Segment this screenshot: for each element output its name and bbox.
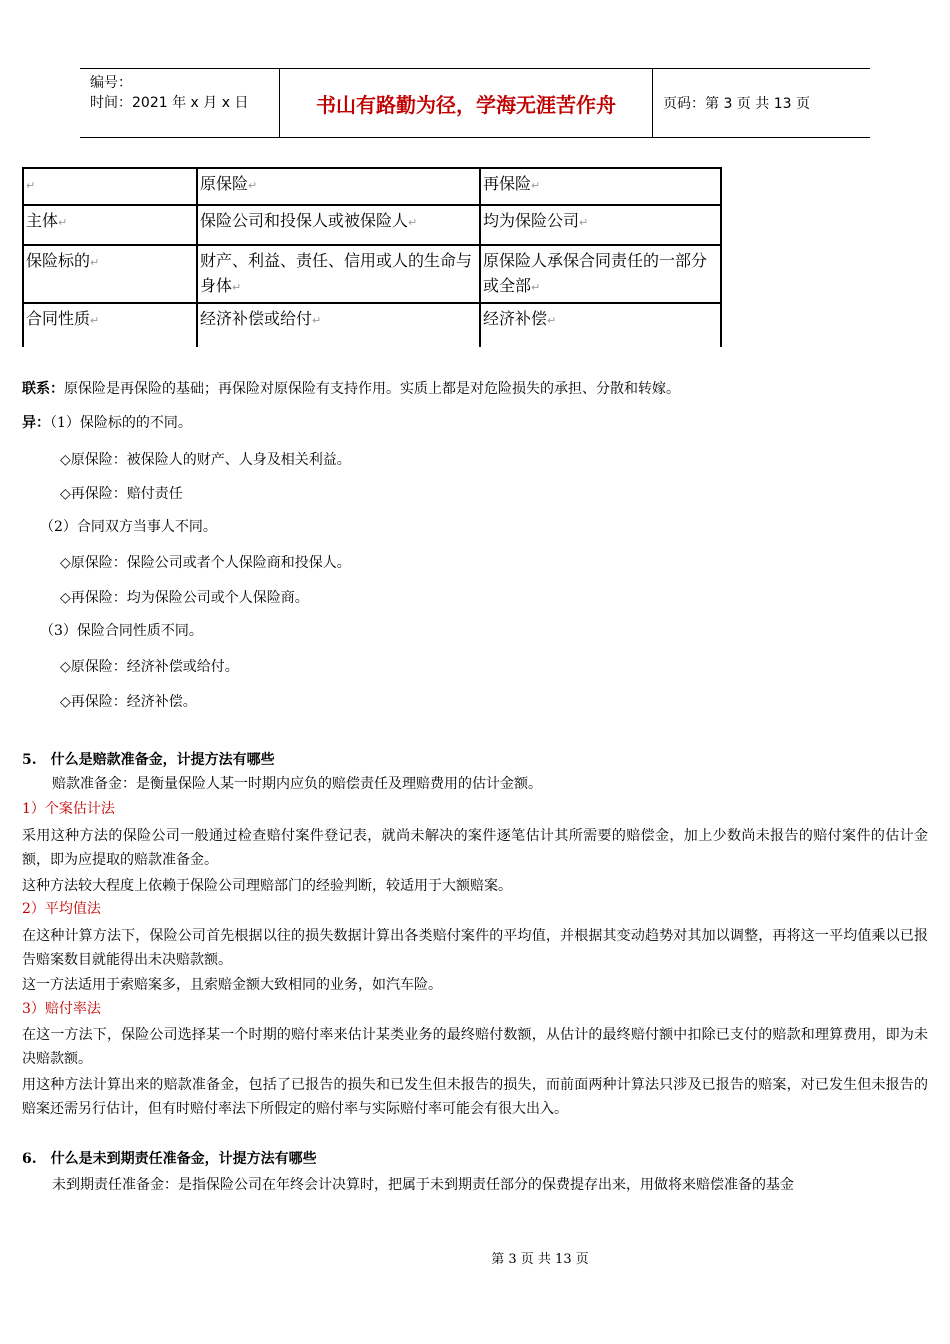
section-6-heading xyxy=(22,1150,317,1168)
section-5-number: 5. xyxy=(22,752,37,768)
difference-item-3-b: ◇再保险：经济补偿。 xyxy=(60,694,197,710)
table-cell: 原保险人承保合同责任的一部分或全部↵ xyxy=(480,245,721,303)
difference-item-3: （3）保险合同性质不同。 xyxy=(40,623,203,639)
relation-paragraph xyxy=(22,380,680,398)
table-header-row xyxy=(23,168,721,205)
table-cell: 保险标的↵ xyxy=(23,245,197,303)
section-6-number: 6. xyxy=(22,1151,37,1167)
table-cell: 合同性质↵ xyxy=(23,303,197,347)
table-row xyxy=(23,205,721,245)
table-cell: 主体↵ xyxy=(23,205,197,245)
difference-label: 异： xyxy=(22,415,50,431)
difference-item-2-a: ◇原保险：保险公司或者个人保险商和投保人。 xyxy=(60,555,351,571)
relation-text: 原保险是再保险的基础；再保险对原保险有支持作用。实质上都是对危险损失的承担、分散和转嫁。 xyxy=(64,381,680,397)
method-1-paragraph-2: 这种方法较大程度上依赖于保险公司理赔部门的经验判断，较适用于大额赔案。 xyxy=(22,878,512,894)
difference-item-3-a: ◇原保险：经济补偿或给付。 xyxy=(60,659,239,675)
difference-item-2: （2）合同双方当事人不同。 xyxy=(40,519,217,535)
relation-label: 联系： xyxy=(22,381,64,397)
method-1-paragraph-1: 采用这种方法的保险公司一般通过检查赔付案件登记表，就尚未解决的案件逐笔估计其所需要的赔偿金，加上少数尚未报告的赔付案件的估计金额，即为应提取的赔款准备金。 xyxy=(22,828,928,868)
header-motto: 书山有路勤为径，学海无涯苦作舟 xyxy=(280,69,653,137)
difference-item-2-b: ◇再保险：均为保险公司或个人保险商。 xyxy=(60,590,309,606)
page-header xyxy=(80,68,870,138)
difference-item-1: （1）保险标的的不同。 xyxy=(50,415,192,431)
table-cell: 经济补偿↵ xyxy=(480,303,721,347)
header-time: 时间：2021 年 x 月 x 日 xyxy=(90,95,249,111)
section-5-title: 什么是赔款准备金，计提方法有哪些 xyxy=(50,752,275,768)
table-cell: 财产、利益、责任、信用或人的生命与身体↵ xyxy=(197,245,480,303)
section-5-definition: 赔款准备金：是衡量保险人某一时期内应负的赔偿责任及理赔费用的估计金额。 xyxy=(52,776,542,792)
difference-item-1-a: ◇原保险：被保险人的财产、人身及相关利益。 xyxy=(60,452,351,468)
difference-item-1-b: ◇再保险：赔付责任 xyxy=(60,486,183,502)
method-3-paragraph-1: 在这一方法下，保险公司选择某一个时期的赔付率来估计某类业务的最终赔付数额，从估计的最终赔付额中扣除已支付的赔款和理算费用，即为未决赔款额。 xyxy=(22,1027,928,1067)
comparison-table xyxy=(22,167,722,347)
section-6-title: 什么是未到期责任准备金，计提方法有哪些 xyxy=(50,1151,317,1167)
table-cell: 保险公司和投保人或被保险人↵ xyxy=(197,205,480,245)
table-cell: ↵ xyxy=(23,168,197,205)
method-2-paragraph-1: 在这种计算方法下，保险公司首先根据以往的损失数据计算出各类赔付案件的平均值，并根据其变动趋势对其加以调整，再将这一平均值乘以已报告赔案数目就能得出未决赔款额。 xyxy=(22,928,928,968)
method-1-title: 1）个案估计法 xyxy=(22,801,115,817)
header-page-info: 页码：第 3 页 共 13 页 xyxy=(663,96,810,112)
table-row xyxy=(23,245,721,303)
difference-heading xyxy=(22,414,192,432)
table-cell: 经济补偿或给付↵ xyxy=(197,303,480,347)
method-3-paragraph-2: 用这种方法计算出来的赔款准备金，包括了已报告的损失和已发生但未报告的损失，而前面两种计算法只涉及已报告的赔案，对已发生但未报告的赔案还需另行估计，但有时赔付率法下所假定的赔付率与实际赔付率可能会有很大出入。 xyxy=(22,1077,928,1117)
method-3-title: 3）赔付率法 xyxy=(22,1001,101,1017)
table-cell: 原保险↵ xyxy=(197,168,480,205)
method-2-title: 2）平均值法 xyxy=(22,901,101,917)
method-2-paragraph-2: 这一方法适用于索赔案多，且索赔金额大致相同的业务，如汽车险。 xyxy=(22,977,442,993)
table-cell: 均为保险公司↵ xyxy=(480,205,721,245)
section-6-definition: 未到期责任准备金：是指保险公司在年终会计决算时，把属于未到期责任部分的保费提存出来，用做将来赔偿准备的基金 xyxy=(52,1177,794,1193)
section-5-heading xyxy=(22,751,275,769)
table-row xyxy=(23,303,721,347)
page-footer: 第 3 页 共 13 页 xyxy=(491,1252,589,1267)
header-meta xyxy=(80,69,280,137)
table-cell: 再保险↵ xyxy=(480,168,721,205)
header-number: 编号： xyxy=(90,75,132,91)
